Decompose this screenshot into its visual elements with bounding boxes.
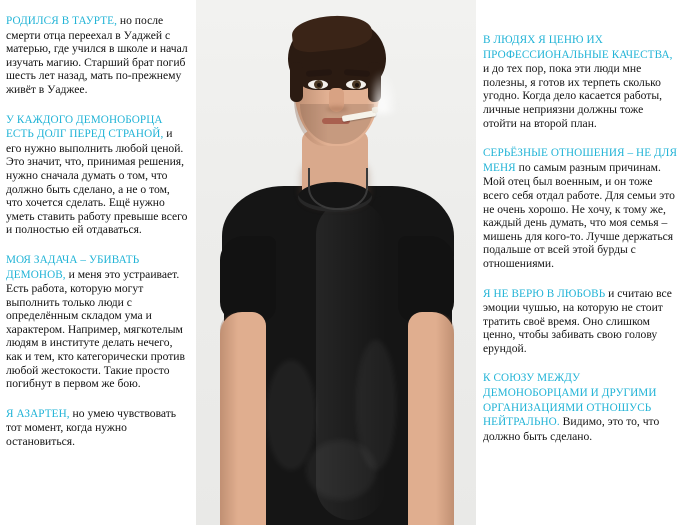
paragraph-duty-lead: У КАЖДОГО ДЕМОНОБОРЦА ЕСТЬ ДОЛГ ПЕРЕД СТРАНОЙ, xyxy=(6,113,164,141)
arm-left-shading xyxy=(220,312,238,525)
paragraph-alliance-body: Видимо, это то, что должно быть сделано. xyxy=(483,415,660,443)
sleeve-right xyxy=(398,236,454,322)
paragraph-alliance xyxy=(483,371,680,443)
paragraph-alliance-lead: К СОЮЗУ МЕЖДУ ДЕМОНОБОРЦАМИ И ДРУГИМИ ОРГАНИЗАЦИЯМИ ОТНОШУСЬ НЕЙТРАЛЬНО. xyxy=(483,372,657,429)
paragraph-duty-body: и его нужно выполнить любой ценой. Это значит, что, принимая решения, нужно сначала думать о том, что должно быть сделано, а не о том, что хочется сделать. Ещё нужно уметь ставить работу превыше всего и полностью ей отдаваться. xyxy=(6,127,188,237)
paragraph-task-body: и меня это устраивает. Есть работа, которую могут выполнить только люди с определённым складом ума и характером. Например, мягкотелым людям в институте делать нечего, как и тем, кто категорически против любой жестокости. Такие просто погибнут в первом же бою. xyxy=(6,267,185,391)
left-text-column xyxy=(0,0,196,465)
paragraph-gambler-body: но умею чувствовать тот момент, когда нужно остановиться. xyxy=(6,406,177,449)
eye-left xyxy=(308,80,328,89)
paragraph-duty xyxy=(6,113,188,237)
paragraph-professional xyxy=(483,33,680,130)
sleeve-left xyxy=(220,236,276,322)
arm-right-shading xyxy=(436,312,454,525)
nose-shadow xyxy=(326,106,348,112)
paragraph-love xyxy=(483,287,680,356)
tshirt-fold xyxy=(306,440,376,500)
paragraph-origin xyxy=(6,14,188,97)
paragraph-origin-lead: РОДИЛСЯ В ТАУРТЕ, xyxy=(6,15,117,27)
paragraph-love-lead: Я НЕ ВЕРЮ В ЛЮБОВЬ xyxy=(483,287,606,300)
paragraph-relationships-body: по самым разным причинам. Мой отец был военным, и он тоже всего себя отдал работе. Для семьи это не очень хорошо. Не хочу, к тому же, каждый день думать, что моя семья – мишень для кого-то. Лучше держаться подальше от всей этой бурды с отношениями. xyxy=(483,160,675,270)
paragraph-professional-body: и до тех пор, пока эти люди мне полезны, я готов их терпеть сколько угодно. Когда дело касается работы, личные неприязни должны тоже отойти на второй план. xyxy=(483,62,663,130)
iris-right xyxy=(352,80,361,89)
paragraph-task xyxy=(6,253,188,391)
right-text-column xyxy=(476,0,688,443)
paragraph-task-lead: МОЯ ЗАДАЧА – УБИВАТЬ ДЕМОНОВ, xyxy=(6,253,140,281)
iris-left xyxy=(314,80,323,89)
smoke xyxy=(372,70,398,114)
eye-right xyxy=(346,80,366,89)
paragraph-gambler-lead: Я АЗАРТЕН, xyxy=(6,407,70,420)
sideburn-left xyxy=(290,62,303,102)
portrait-photo xyxy=(196,0,476,525)
necklace xyxy=(308,168,368,210)
paragraph-relationships xyxy=(483,146,680,270)
paragraph-love-body: и считаю все эмоции чушью, на которую не стоит тратить своё время. Оно слишком ценно, чтобы забивать свою голову ерундой. xyxy=(483,286,672,355)
paragraph-gambler xyxy=(6,407,188,449)
paragraph-relationships-lead: СЕРЬЁЗНЫЕ ОТНОШЕНИЯ – НЕ ДЛЯ МЕНЯ xyxy=(483,147,678,174)
paragraph-professional-lead: В ЛЮДЯХ Я ЦЕНЮ ИХ ПРОФЕССИОНАЛЬНЫЕ КАЧЕСТВА, xyxy=(483,34,673,61)
paragraph-origin-body: но после смерти отца переехал в Уаджей с матерью, где учился в школе и начал изучать магию. Старший брат погиб шесть лет назад, мать по-прежнему живёт в Уаджее. xyxy=(6,14,188,96)
tshirt-fold xyxy=(266,360,316,470)
